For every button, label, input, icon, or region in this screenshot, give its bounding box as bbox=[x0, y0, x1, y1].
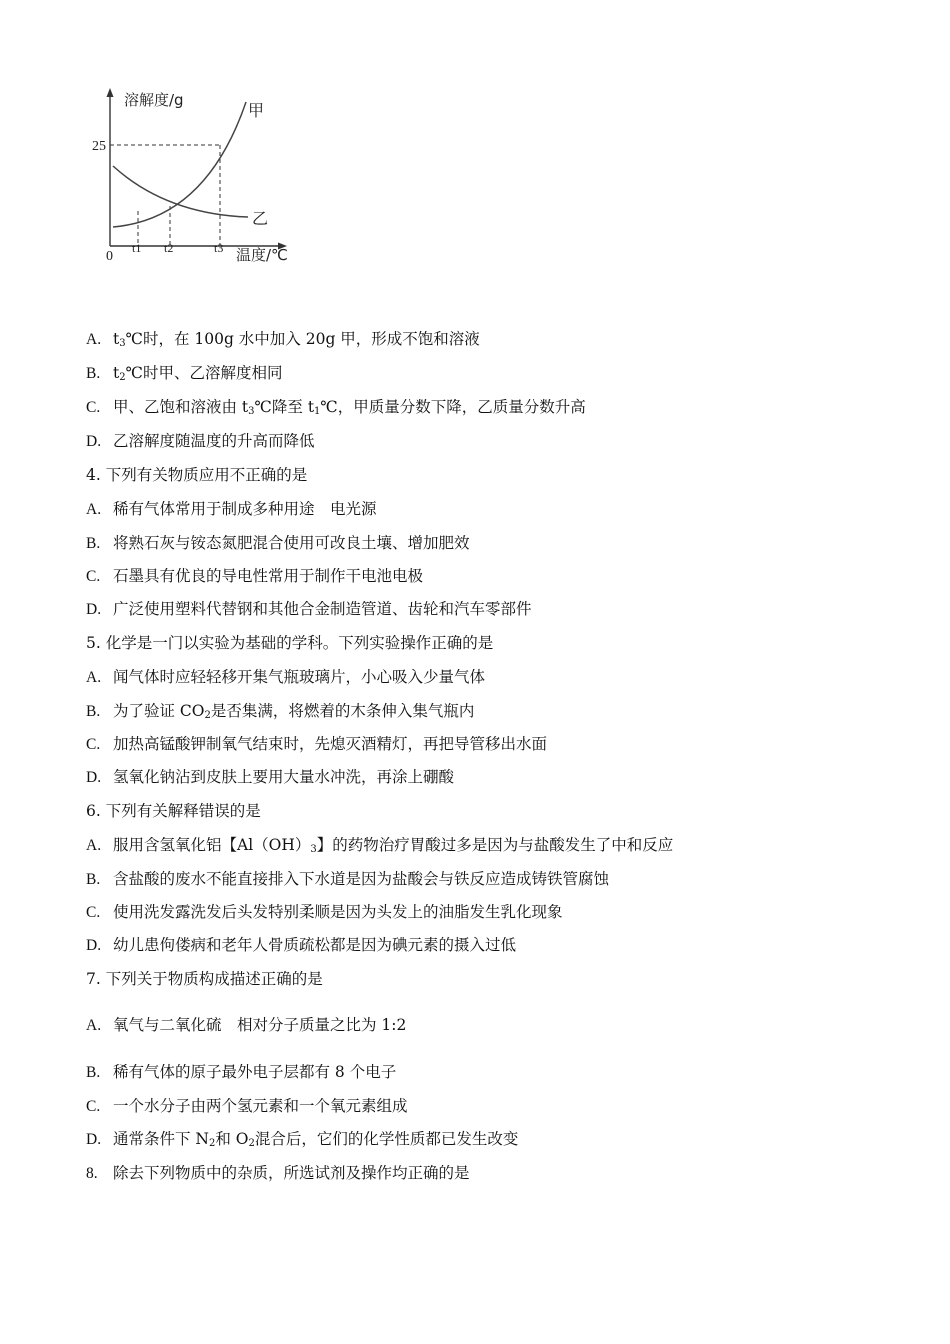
option-label: A. bbox=[86, 501, 102, 518]
solubility-chart bbox=[86, 84, 302, 270]
q8-stem: 8. 除去下列物质中的杂质，所选试剂及操作均正确的是 bbox=[86, 1162, 470, 1184]
series-jia-curve bbox=[113, 102, 246, 227]
option-label: A. bbox=[86, 669, 102, 686]
y-tick-25: 25 bbox=[92, 139, 106, 154]
question-number: 8. bbox=[86, 1165, 98, 1182]
q3-option-b: B. $t_2℃$时甲、乙溶解度相同 bbox=[86, 364, 283, 383]
option-label: D. bbox=[86, 937, 102, 954]
q5-option-d: D. 氢氧化钠沾到皮肤上要用大量水冲洗，再涂上硼酸 bbox=[86, 766, 454, 788]
option-label: D. bbox=[86, 769, 102, 786]
x-tick-t3: t3 bbox=[214, 241, 224, 255]
q6-option-d: D. 幼儿患佝偻病和老年人骨质疏松都是因为碘元素的摄入过低 bbox=[86, 934, 516, 956]
y-axis-label: 溶解度/g bbox=[124, 91, 184, 109]
q4-stem: 4. 下列有关物质应用不正确的是 bbox=[86, 466, 308, 484]
q4-option-a: A. 稀有气体常用于制成多种用途 电光源 bbox=[86, 498, 377, 520]
option-label: C. bbox=[86, 1098, 101, 1115]
option-label: A. bbox=[86, 331, 102, 348]
option-label: D. bbox=[86, 601, 102, 618]
option-label: A. bbox=[86, 837, 102, 854]
option-label: C. bbox=[86, 399, 101, 416]
option-label: D. bbox=[86, 1131, 102, 1148]
option-label: B. bbox=[86, 871, 101, 888]
option-label: B. bbox=[86, 1064, 101, 1081]
series-yi-label: 乙 bbox=[252, 209, 269, 228]
x-tick-t1: t1 bbox=[132, 241, 142, 255]
series-jia-label: 甲 bbox=[248, 101, 265, 120]
option-label: C. bbox=[86, 568, 101, 585]
q4-option-c: C. 石墨具有优良的导电性常用于制作干电池电极 bbox=[86, 565, 423, 587]
q7-option-c: C. 一个水分子由两个氢元素和一个氧元素组成 bbox=[86, 1095, 408, 1117]
x-axis-label: 温度/℃ bbox=[236, 246, 288, 264]
option-label: B. bbox=[86, 703, 101, 720]
q3-option-c: C. 甲、乙饱和溶液由 $t_3℃$降至 $t_1℃$，甲质量分数下降，乙质量分数升高 bbox=[86, 398, 586, 417]
y-axis-arrow bbox=[107, 88, 114, 97]
origin-label: 0 bbox=[106, 249, 113, 264]
option-label: C. bbox=[86, 736, 101, 753]
q5-option-c: C. 加热高锰酸钾制氧气结束时，先熄灭酒精灯，再把导管移出水面 bbox=[86, 733, 547, 755]
q7-option-a: A. 氧气与二氧化硫 相对分子质量之比为 1:2 bbox=[86, 1014, 406, 1036]
q6-option-c: C. 使用洗发露洗发后头发特别柔顺是因为头发上的油脂发生乳化现象 bbox=[86, 901, 563, 923]
q6-option-a: A. 服用含氢氧化铝【$Al(OH)_3$】的药物治疗胃酸过多是因为与盐酸发生了中和反应 bbox=[86, 836, 674, 855]
option-label: A. bbox=[86, 1017, 102, 1034]
q5-option-b: B. 为了验证 $CO_2$是否集满，将燃着的木条伸入集气瓶内 bbox=[86, 702, 475, 721]
q4-option-b: B. 将熟石灰与铵态氮肥混合使用可改良土壤、增加肥效 bbox=[86, 532, 470, 554]
q3-option-a: A. $t_3℃$时，在 100g 水中加入 20g 甲，形成不饱和溶液 bbox=[86, 330, 480, 349]
option-label: C. bbox=[86, 904, 101, 921]
q4-option-d: D. 广泛使用塑料代替钢和其他合金制造管道、齿轮和汽车零部件 bbox=[86, 598, 532, 620]
series-yi-curve bbox=[113, 166, 248, 217]
q7-option-b: B. 稀有气体的原子最外电子层都有 8 个电子 bbox=[86, 1061, 396, 1083]
option-label: B. bbox=[86, 535, 101, 552]
q6-option-b: B. 含盐酸的废水不能直接排入下水道是因为盐酸会与铁反应造成铸铁管腐蚀 bbox=[86, 868, 609, 890]
q5-option-a: A. 闻气体时应轻轻移开集气瓶玻璃片，小心吸入少量气体 bbox=[86, 666, 485, 688]
option-label: B. bbox=[86, 365, 101, 382]
q5-stem: 5. 化学是一门以实验为基础的学科。下列实验操作正确的是 bbox=[86, 634, 494, 652]
x-tick-t2: t2 bbox=[164, 241, 174, 255]
q7-option-d: D. 通常条件下 $N_2$和 $O_2$混合后，它们的化学性质都已发生改变 bbox=[86, 1130, 519, 1149]
q7-stem: 7. 下列关于物质构成描述正确的是 bbox=[86, 970, 323, 988]
q6-stem: 6. 下列有关解释错误的是 bbox=[86, 802, 261, 820]
q3-option-d: D. 乙溶解度随温度的升高而降低 bbox=[86, 430, 315, 452]
option-label: D. bbox=[86, 433, 102, 450]
